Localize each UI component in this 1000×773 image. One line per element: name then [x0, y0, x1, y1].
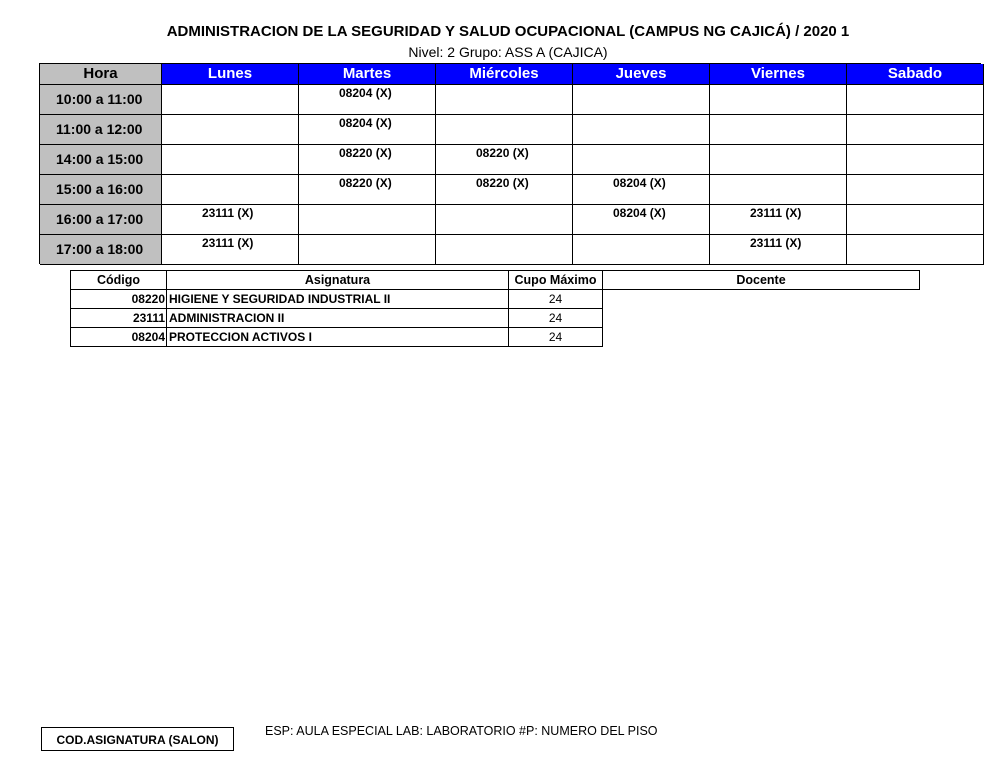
- schedule-cell: [573, 85, 710, 115]
- subject-name: PROTECCION ACTIVOS I: [167, 328, 509, 347]
- schedule-cell-code: 08204 (X): [613, 206, 666, 220]
- schedule-cell: [436, 145, 573, 175]
- schedule-grid: [39, 63, 981, 264]
- day-header-miercoles: Miércoles: [436, 64, 573, 85]
- schedule-cell: [573, 205, 710, 235]
- schedule-cell: [299, 205, 436, 235]
- subject-name: ADMINISTRACION II: [167, 309, 509, 328]
- schedule-cell: [710, 85, 847, 115]
- time-slot-label: 17:00 a 18:00: [40, 235, 162, 265]
- schedule-cell: [162, 115, 299, 145]
- table-row: [71, 290, 920, 309]
- schedule-cell: [847, 175, 984, 205]
- schedule-cell-code: 08220 (X): [339, 146, 392, 160]
- subject-docente: [603, 290, 920, 309]
- hora-header: Hora: [40, 64, 162, 85]
- schedule-cell: [710, 175, 847, 205]
- schedule-cell-code: 08204 (X): [339, 86, 392, 100]
- subject-docente: [603, 328, 920, 347]
- code-header: Código: [71, 271, 167, 290]
- page-subtitle: Nivel: 2 Grupo: ASS A (CAJICA): [408, 44, 608, 60]
- schedule-cell-code: 08204 (X): [339, 116, 392, 130]
- schedule-cell: [847, 145, 984, 175]
- schedule-cell-code: 23111 (X): [202, 206, 254, 220]
- subject-code: 23111: [71, 309, 167, 328]
- subject-cupo: 24: [509, 328, 603, 347]
- schedule-cell: [573, 235, 710, 265]
- subject-docente: [603, 309, 920, 328]
- day-header-lunes: Lunes: [162, 64, 299, 85]
- day-header-viernes: Viernes: [710, 64, 847, 85]
- schedule-cell: [162, 85, 299, 115]
- time-slot-label: 11:00 a 12:00: [40, 115, 162, 145]
- schedule-cell: [299, 115, 436, 145]
- schedule-cell: [436, 175, 573, 205]
- subject-code: 08220: [71, 290, 167, 309]
- schedule-cell: [573, 115, 710, 145]
- schedule-cell: [299, 145, 436, 175]
- table-row: [71, 328, 920, 347]
- schedule-cell: [847, 115, 984, 145]
- schedule-cell-code: 23111 (X): [750, 236, 802, 250]
- schedule-cell: [162, 235, 299, 265]
- schedule-cell: [436, 235, 573, 265]
- table-row: [71, 309, 920, 328]
- schedule-cell: [847, 85, 984, 115]
- schedule-cell: [299, 175, 436, 205]
- schedule-cell: [436, 205, 573, 235]
- time-slot-label: 14:00 a 15:00: [40, 145, 162, 175]
- schedule-cell: [162, 145, 299, 175]
- schedule-cell-code: 23111 (X): [202, 236, 254, 250]
- schedule-cell: [847, 205, 984, 235]
- day-header-jueves: Jueves: [573, 64, 710, 85]
- subject-cupo: 24: [509, 290, 603, 309]
- schedule-cell-code: 08220 (X): [476, 176, 529, 190]
- schedule-cell: [710, 115, 847, 145]
- schedule-cell: [710, 205, 847, 235]
- cupo-header: Cupo Máximo: [509, 271, 603, 290]
- day-header-martes: Martes: [299, 64, 436, 85]
- page-title: ADMINISTRACION DE LA SEGURIDAD Y SALUD OCUPACIONAL (CAMPUS NG CAJICÁ) / 2020 1: [166, 23, 850, 40]
- schedule-cell: [710, 235, 847, 265]
- time-slot-label: 16:00 a 17:00: [40, 205, 162, 235]
- subject-code: 08204: [71, 328, 167, 347]
- docente-header: Docente: [603, 271, 920, 290]
- schedule-cell: [299, 235, 436, 265]
- subject-name: HIGIENE Y SEGURIDAD INDUSTRIAL II: [167, 290, 509, 309]
- schedule-cell: [299, 85, 436, 115]
- schedule-cell-code: 08220 (X): [476, 146, 529, 160]
- name-header: Asignatura: [167, 271, 509, 290]
- schedule-cell: [436, 115, 573, 145]
- subjects-table: [70, 270, 920, 347]
- schedule-cell: [847, 235, 984, 265]
- legend-code-box: COD.ASIGNATURA (SALON): [41, 727, 234, 751]
- schedule-cell-code: 08204 (X): [613, 176, 666, 190]
- schedule-cell-code: 23111 (X): [750, 206, 802, 220]
- subjects-header-row: [71, 271, 920, 290]
- legend-text: ESP: AULA ESPECIAL LAB: LABORATORIO #P: NUMERO DEL PISO: [265, 724, 658, 738]
- schedule-cell: [573, 145, 710, 175]
- schedule-cell: [162, 205, 299, 235]
- subject-cupo: 24: [509, 309, 603, 328]
- schedule-cell: [573, 175, 710, 205]
- day-header-sabado: Sabado: [847, 64, 984, 85]
- time-slot-label: 10:00 a 11:00: [40, 85, 162, 115]
- schedule-cell: [162, 175, 299, 205]
- schedule-cell: [710, 145, 847, 175]
- schedule-cell-code: 08220 (X): [339, 176, 392, 190]
- time-slot-label: 15:00 a 16:00: [40, 175, 162, 205]
- schedule-cell: [436, 85, 573, 115]
